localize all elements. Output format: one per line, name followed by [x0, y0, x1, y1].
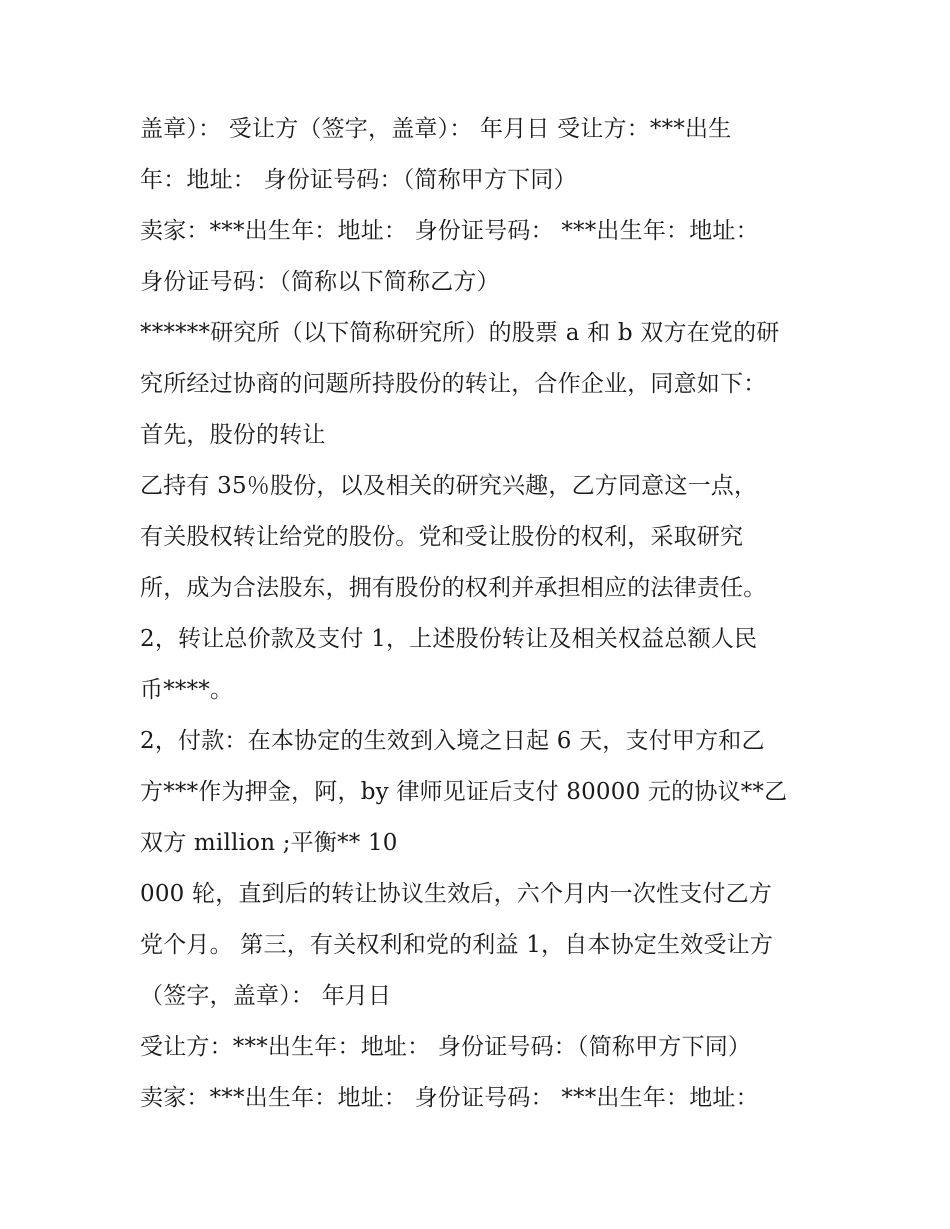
text-line: 党个月。 第三，有关权利和党的利益 1，自本协定生效受让方 — [140, 932, 774, 958]
text-line: 2，转让总价款及支付 1，上述股份转让及相关权益总额人民 — [140, 626, 758, 652]
text-line: 究所经过协商的问题所持股份的转让，合作企业，同意如下： — [140, 371, 767, 397]
text-line: 盖章）： 受让方（签字，盖章）： 年月日 受让方：***出生 — [140, 116, 732, 142]
section-heading: 首先，股份的转让 — [140, 422, 326, 448]
text-line: 有关股权转让给党的股份。党和受让股份的权利，采取研究 — [140, 524, 744, 550]
text-line: 身份证号码：（简称以下简称乙方） — [140, 269, 500, 295]
text-line: 卖家：***出生年：地址： 身份证号码： ***出生年：地址： — [140, 1085, 759, 1111]
text-line: 受让方：***出生年：地址： 身份证号码：（简称甲方下同） — [140, 1034, 752, 1060]
text-line: 双方 million ;平衡** 10 — [140, 830, 398, 856]
text-line: 乙持有 35％股份，以及相关的研究兴趣，乙方同意这一点， — [140, 473, 758, 499]
text-line: 年：地址： 身份证号码：（简称甲方下同） — [140, 167, 577, 193]
text-line: ******研究所（以下简称研究所）的股票 a 和 b 双方在党的研 — [140, 320, 780, 346]
text-line: 币****。 — [140, 677, 234, 703]
document-body — [140, 104, 830, 1124]
text-line: 方***作为押金，阿，by 律师见证后支付 80000 元的协议**乙 — [140, 779, 788, 805]
text-line: （签字，盖章）： 年月日 — [140, 983, 392, 1009]
text-line: 000 轮，直到后的转让协议生效后，六个月内一次性支付乙方 — [140, 881, 773, 907]
text-line: 2，付款：在本协定的生效到入境之日起 6 天，支付甲方和乙 — [140, 728, 765, 754]
text-line: 卖家：***出生年：地址： 身份证号码： ***出生年：地址： — [140, 218, 759, 244]
text-line: 所，成为合法股东，拥有股份的权利并承担相应的法律责任。 — [140, 575, 767, 601]
